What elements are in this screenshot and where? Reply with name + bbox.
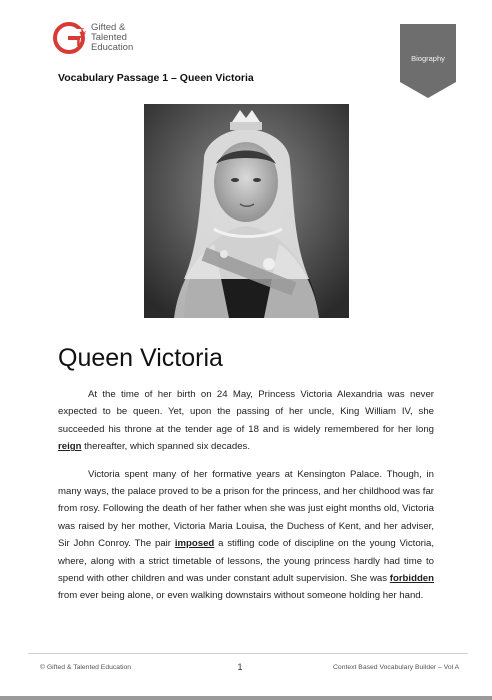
p1-text-before: At the time of her birth on 24 May, Princess Victoria Alexandria was never expected to be queen. Yet, upon the passing of her uncle, King William IV, she succeeded his throne at the tender age of 18 and is widely remembered for her long — [58, 389, 434, 435]
passage-title: Vocabulary Passage 1 – Queen Victoria — [58, 72, 254, 84]
article-heading: Queen Victoria — [58, 344, 223, 372]
paragraph-1 — [58, 386, 434, 456]
footer-divider — [28, 653, 468, 654]
p2-text-2: a stifling code of discipline on the young Victoria, where, along with a strict timetable of lessons, the young princess hardly had time to spend with other children and was under constant adult supervision. She was — [58, 538, 435, 585]
logo-mark-icon — [52, 20, 92, 60]
category-tab — [400, 24, 456, 98]
p1-text-after: thereafter, which spanned six decades. — [81, 441, 250, 453]
article-body — [58, 386, 434, 615]
vocab-word-reign: reign — [58, 441, 82, 453]
p2-text-3: from ever being alone, or even walking downstairs without someone holding her hand. — [58, 590, 424, 602]
logo-line-2: Talented — [91, 32, 127, 43]
queen-victoria-portrait — [144, 104, 349, 318]
p2-text-1: Victoria spent many of her formative years at Kensington Palace. Though, in many ways, the palace proved to be a prison for the princess, and her childhood was far from rosy. Following the death of her father when she was just eight months old, Victoria was raised by her mother, Victoria Maria Louisa, the Duchess of Kent, and her adviser, Sir John Conroy. The pair — [58, 468, 434, 550]
vocab-word-imposed: imposed — [174, 538, 215, 550]
gifted-talented-logo — [52, 20, 162, 60]
footer-copyright: © Gifted & Talented Education — [40, 664, 132, 671]
paragraph-2 — [58, 466, 434, 605]
page-number: 1 — [237, 662, 243, 672]
svg-text:T: T — [74, 35, 83, 50]
logo-line-1: Gifted & — [91, 22, 126, 33]
category-tab-label: Biography — [411, 54, 445, 63]
footer-book-title: Context Based Vocabulary Builder – Vol A — [333, 664, 460, 671]
logo-line-3: Education — [91, 42, 134, 53]
vocab-word-forbidden: forbidden — [389, 573, 434, 585]
page-bottom-edge — [0, 696, 492, 700]
logo-wordmark — [91, 23, 133, 53]
svg-text:&: & — [80, 27, 87, 36]
